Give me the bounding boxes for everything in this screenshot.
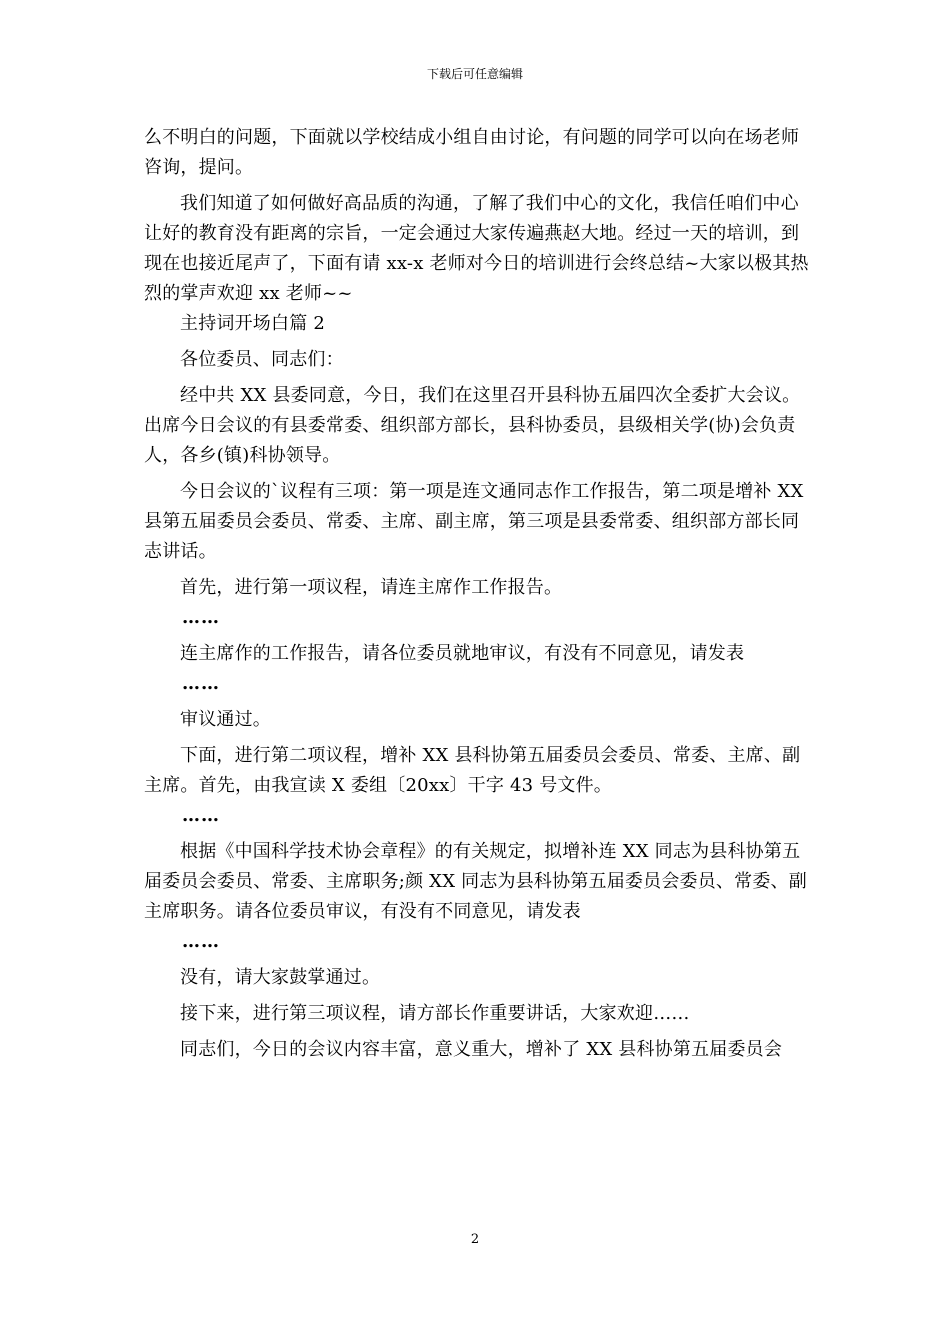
paragraph-nomination: 根据《中国科学技术协会章程》的有关规定，拟增补连 XX 同志为县科协第五届委员会委员、常委、主席职务;颜 XX 同志为县科协第五届委员会委员、常委、副主席职务。请各位委员审议，有没有不同意见，请发表 — [144, 841, 807, 922]
page-header: 下载后可任意编辑 — [426, 67, 523, 81]
page-number: 2 — [470, 1232, 480, 1247]
paragraph-closing: 同志们，今日的会议内容丰富，意义重大，增补了 XX 县科协第五届委员会 — [180, 1039, 783, 1060]
paragraph-third-item: 接下来，进行第三项议程，请方部长作重要讲话，大家欢迎…… — [180, 1003, 690, 1024]
paragraph-approved: 审议通过。 — [180, 709, 271, 730]
ellipsis-line: …… — [182, 673, 220, 694]
paragraph-applause: 没有，请大家鼓掌通过。 — [180, 967, 381, 988]
paragraph-second-item: 下面，进行第二项议程，增补 XX 县科协第五届委员会委员、常委、主席、副主席。首先，由我宣读 X 委组〔20xx〕干字 43 号文件。 — [144, 745, 801, 796]
paragraph-training-summary: 我们知道了如何做好高品质的沟通，了解了我们中心的文化，我信任咱们中心让好的教育没有距离的宗旨，一定会通过大家传遍燕赵大地。经过一天的培训，到现在也接近尾声了，下面有请 xx-x 老师对今日的培训进行会终总结~大家以极其热烈的掌声欢迎 xx 老师~~ — [144, 193, 809, 304]
section-heading: 主持词开场白篇 2 — [180, 313, 325, 334]
document-body — [144, 123, 814, 1065]
paragraph-review-report: 连主席作的工作报告，请各位委员就地审议，有没有不同意见，请发表 — [180, 643, 745, 664]
paragraph-meeting-intro: 经中共 XX 县委同意，今日，我们在这里召开县科协五届四次全委扩大会议。出席今日会议的有县委常委、组织部方部长，县科协委员，县级相关学(协)会负责人，各乡(镇)科协领导。 — [144, 385, 801, 466]
paragraph-salutation: 各位委员、同志们： — [180, 349, 344, 370]
ellipsis-line: …… — [182, 931, 220, 952]
ellipsis-line: …… — [182, 607, 220, 628]
paragraph-continuation: 么不明白的问题，下面就以学校结成小组自由讨论，有问题的同学可以向在场老师咨询，提问。 — [144, 127, 800, 178]
paragraph-agenda: 今日会议的`议程有三项：第一项是连文通同志作工作报告，第二项是增补 XX 县第五届委员会委员、常委、主席、副主席，第三项是县委常委、组织部方部长同志讲话。 — [144, 481, 804, 562]
paragraph-first-item: 首先，进行第一项议程，请连主席作工作报告。 — [180, 577, 563, 598]
ellipsis-line: …… — [182, 805, 220, 826]
